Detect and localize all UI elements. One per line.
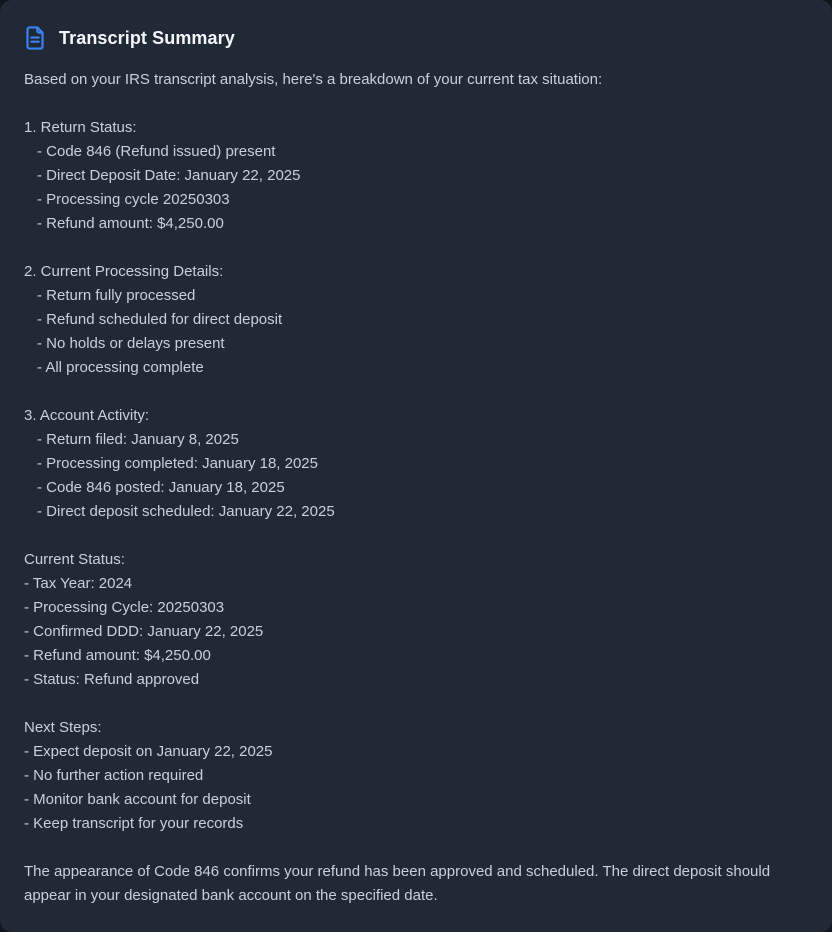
section-item: - Refund amount: $4,250.00	[37, 215, 224, 232]
section-item: - Processing Cycle: 20250303	[24, 599, 225, 616]
section-heading: Next Steps:	[24, 719, 102, 736]
section-item: - Return filed: January 8, 2025	[37, 431, 239, 448]
section-item: - Processing completed: January 18, 2025	[37, 455, 318, 472]
section-item: - Tax Year: 2024	[24, 575, 133, 592]
document-text-icon	[24, 25, 46, 51]
card-title: Transcript Summary	[59, 28, 235, 48]
section-item: - Direct deposit scheduled: January 22, 2025	[37, 503, 335, 520]
section-heading: Current Status:	[24, 551, 125, 568]
section-heading: 1. Return Status:	[24, 119, 137, 136]
section-item: - Keep transcript for your records	[24, 815, 244, 832]
intro-text: Based on your IRS transcript analysis, here's a breakdown of your current tax situation:	[24, 71, 603, 88]
section-item: - Status: Refund approved	[24, 671, 200, 688]
section-item: - Code 846 posted: January 18, 2025	[37, 479, 285, 496]
section-heading: 2. Current Processing Details:	[24, 263, 224, 280]
section	[24, 404, 808, 524]
closing-text: The appearance of Code 846 confirms your refund has been approved and scheduled. The direct deposit should appear in your designated bank account on the specified date.	[24, 863, 775, 904]
section-item: - Confirmed DDD: January 22, 2025	[24, 623, 264, 640]
card-header	[24, 24, 808, 52]
section-item: - Refund scheduled for direct deposit	[37, 311, 283, 328]
section-item: - All processing complete	[37, 359, 204, 376]
section	[24, 116, 808, 236]
section-heading: 3. Account Activity:	[24, 407, 150, 424]
section-item: - No further action required	[24, 767, 204, 784]
section-item: - Refund amount: $4,250.00	[24, 647, 211, 664]
section-item: - Return fully processed	[37, 287, 196, 304]
sections-container	[24, 116, 808, 836]
section-item: - Processing cycle 20250303	[37, 191, 230, 208]
section-item: - Direct Deposit Date: January 22, 2025	[37, 167, 301, 184]
section	[24, 548, 808, 692]
section-item: - Code 846 (Refund issued) present	[37, 143, 276, 160]
section-item: - No holds or delays present	[37, 335, 225, 352]
section-item: - Expect deposit on January 22, 2025	[24, 743, 273, 760]
section	[24, 260, 808, 380]
section	[24, 716, 808, 836]
section-item: - Monitor bank account for deposit	[24, 791, 251, 808]
